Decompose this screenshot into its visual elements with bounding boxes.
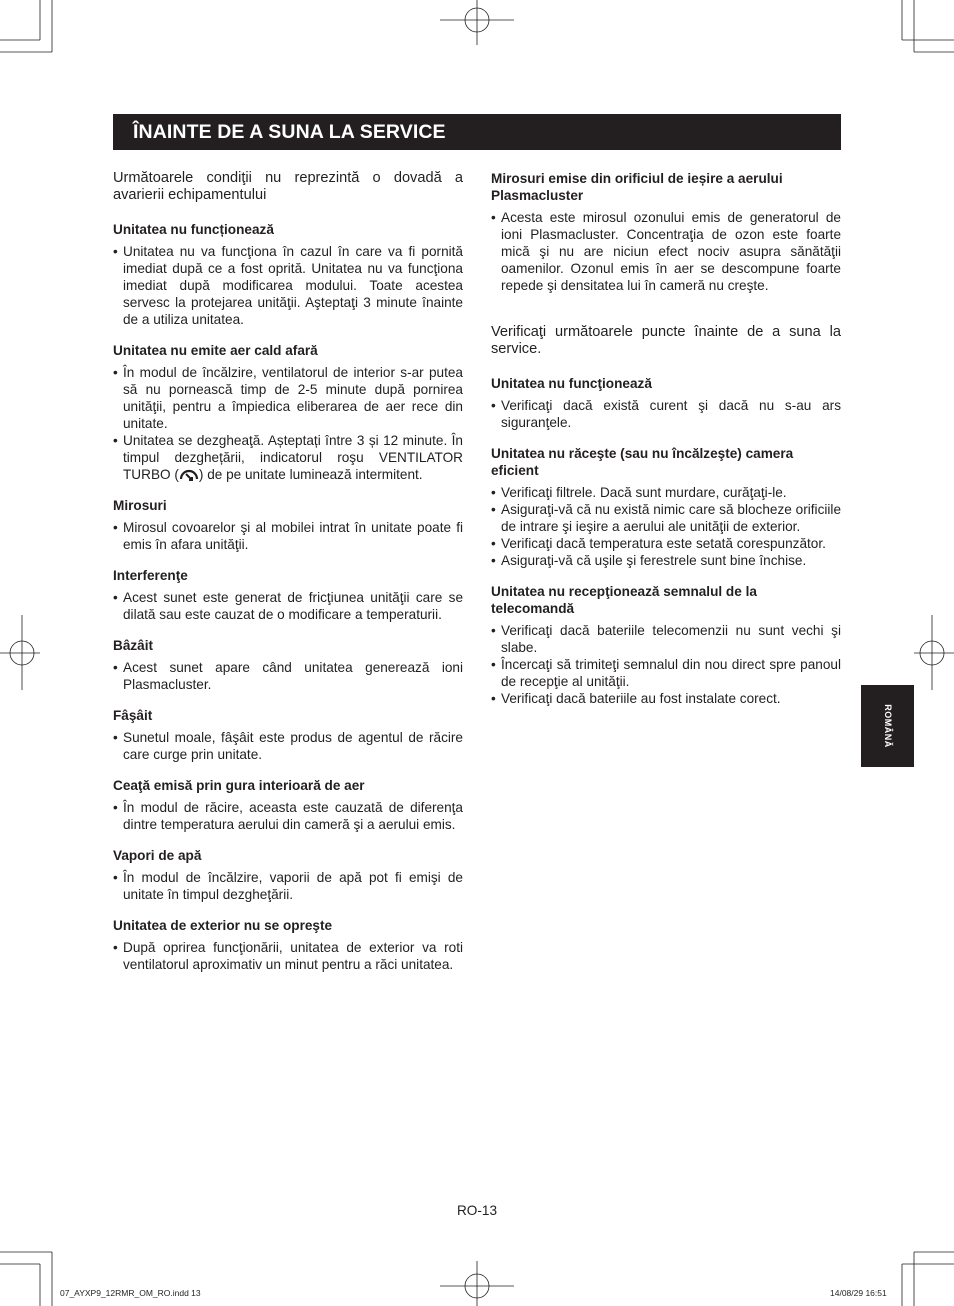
- list-item: • Sunetul moale, fâşâit este produs de agentul de răcire care curge prin unitate.: [113, 729, 463, 763]
- list-item: • În modul de încălzire, ventilatorul de interior s-ar putea să nu pornească timp de 2-5 minute după pornirea unităţii, pentru a împiedica eliberarea de aer rece din unitate.: [113, 364, 463, 432]
- page-title-bar: [113, 114, 841, 150]
- section-title: Unitatea nu funcţionează: [491, 376, 652, 391]
- language-tab-label: ROMÂNĂ: [882, 704, 893, 748]
- bullet-list: [491, 397, 841, 431]
- right-lead: Verificaţi următoarele puncte înainte de a suna la service.: [491, 324, 841, 357]
- footer-file-name: 07_AYXP9_12RMR_OM_RO.indd 13: [60, 1288, 201, 1298]
- section-title: Unitatea nu recepţionează semnalul de la telecomandă: [491, 584, 757, 616]
- list-item: • Asiguraţi-vă că uşile şi ferestrele sunt bine închise.: [491, 552, 841, 569]
- bullet-list: [491, 622, 841, 707]
- list-item: • Verificaţi filtrele. Dacă sunt murdare, curăţaţi-le.: [491, 484, 841, 501]
- language-tab: [861, 685, 914, 767]
- bullet-list: [113, 519, 463, 553]
- section-title: Mirosuri emise din orificiul de ieșire a aerului Plasmacluster: [491, 171, 783, 203]
- list-item: • Asiguraţi-vă că nu există nimic care să blocheze orificiile de intrare şi ieşire a aerului ale unităţii de exterior.: [491, 501, 841, 535]
- left-lead: Următoarele condiţii nu reprezintă o dovadă a avarierii echipamentului: [113, 170, 463, 203]
- section-title: Vapori de apă: [113, 848, 202, 863]
- bullet-list: [113, 589, 463, 623]
- list-item: • Verificaţi dacă bateriile telecomenzii nu sunt vechi şi slabe.: [491, 622, 841, 656]
- section-title: Unitatea nu funcționează: [113, 222, 274, 237]
- section-title: Mirosuri: [113, 498, 167, 513]
- list-item-text: Unitatea se dezgheaţă. Așteptați între 3 și 12 minute. În timpul dezghețării, indicatorul roşu VENTILATOR TURBO (: [123, 433, 463, 482]
- list-item: • În modul de încălzire, vaporii de apă pot fi emişi de unitate în timpul dezgheţării.: [113, 869, 463, 903]
- bullet-list: [113, 729, 463, 763]
- footer-date: 14/08/29 16:51: [830, 1288, 887, 1298]
- list-item: • Încercaţi să trimiteţi semnalul din nou direct spre panoul de recepţie al unităţii.: [491, 656, 841, 690]
- bullet-list: [491, 484, 841, 569]
- list-item: • Verificaţi dacă temperatura este setată corespunzător.: [491, 535, 841, 552]
- bullet-list: [113, 939, 463, 973]
- section-title: Unitatea nu răceşte (sau nu încălzeşte) camera eficient: [491, 446, 794, 478]
- section-title: Fâşâit: [113, 708, 153, 723]
- list-item: • Verificaţi dacă există curent şi dacă nu s-au ars siguranţele.: [491, 397, 841, 431]
- list-item: • Acesta este mirosul ozonului emis de generatorul de ioni Plasmacluster. Concentraţia de ozon este foarte mică şi nu are niciun efect nociv asupra sănătăţii oamenilor. Ozonul emis în aer se descompune foarte repede şi densitatea lui în cameră nu creşte.: [491, 209, 841, 294]
- bullet-list: [113, 869, 463, 903]
- page-title: ÎNAINTE DE A SUNA LA SERVICE: [133, 121, 446, 143]
- section-title: Unitatea de exterior nu se opreşte: [113, 918, 333, 933]
- turbo-fan-icon: [179, 467, 199, 482]
- bullet-list: [491, 209, 841, 294]
- bullet-list: [113, 659, 463, 693]
- section-title: Bâzâit: [113, 638, 154, 653]
- list-item: • După oprirea funcţionării, unitatea de exterior va roti ventilatorul aproximativ un minut pentru a răci unitatea.: [113, 939, 463, 973]
- list-item: • Acest sunet este generat de fricţiunea unităţii care se dilată sau este cauzat de o modificare a temperaturii.: [113, 589, 463, 623]
- section-title: Interferenţe: [113, 568, 188, 583]
- list-item: • Mirosul covoarelor şi al mobilei intrat în unitate poate fi emis în afara unităţii.: [113, 519, 463, 553]
- bullet-list: [113, 364, 463, 483]
- bullet-list: [113, 799, 463, 833]
- list-item-text: ) de pe unitate luminează intermitent.: [198, 467, 423, 482]
- list-item: • Verificaţi dacă bateriile au fost instalate corect.: [491, 690, 841, 707]
- section-title: Ceaţă emisă prin gura interioară de aer: [113, 778, 365, 793]
- list-item: • În modul de răcire, aceasta este cauzată de diferenţa dintre temperatura aerului din cameră şi a aerului emis.: [113, 799, 463, 833]
- section-title: Unitatea nu emite aer cald afară: [113, 343, 318, 358]
- right-column: [491, 170, 841, 707]
- list-item: • Acest sunet apare când unitatea generează ioni Plasmacluster.: [113, 659, 463, 693]
- list-item: [113, 432, 463, 483]
- list-item: • Unitatea nu va funcţiona în cazul în care va fi pornită imediat după ce a fost oprită. Unitatea nu va funcţiona imediat după modificarea modului. Toate acestea servesc la protejarea unităţii. Aşteptaţi 3 minute înainte de a utiliza unitatea.: [113, 243, 463, 328]
- page-number: RO-13: [456, 1203, 498, 1218]
- bullet-list: [113, 243, 463, 328]
- left-column: [113, 170, 463, 973]
